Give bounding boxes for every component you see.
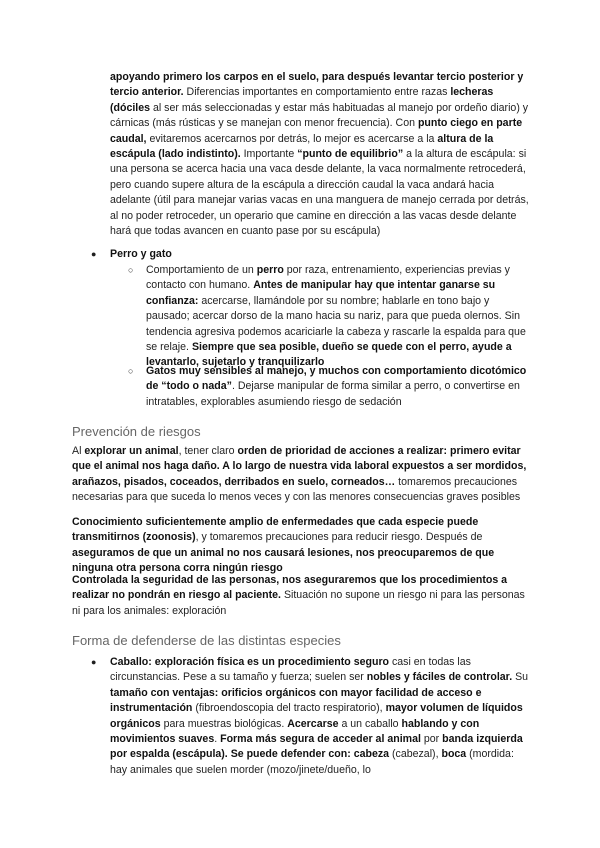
section-heading-defensa: Forma de defenderse de las distintas especies bbox=[72, 633, 341, 648]
dog-behavior-paragraph: Comportamiento de un perro por raza, entrenamiento, experiencias previas y contacto con humano. Antes de manipular hay que intentar ganarse su confianza: acercarse, llamándole por su nombre; hablarle en tono bajo y pausado; acercar dorso de la mano hacia su nariz, para que pueda olernos. Sin tendencia agresiva podemos acariciarle la cabeza y rascarle la espalda para que se relaje. Siempre que sea posible, dueño se quede con el perro, ayude a levantarlo, sujetarlo y tranquilizarlo bbox=[146, 264, 526, 369]
cat-behavior-paragraph: Gatos muy sensibles al manejo, y muchos con comportamiento dicotómico de “todo o nada”. Dejarse manipular de forma similar a perro, o convertirse en intratables, explorables asumiendo riesgo de sedación bbox=[146, 365, 527, 408]
bullet-icon: ● bbox=[91, 249, 97, 259]
bullet-icon: ● bbox=[91, 657, 97, 667]
dogs-cats-heading: Perro y gato bbox=[110, 248, 172, 260]
circle-bullet-icon: ○ bbox=[128, 265, 134, 275]
circle-bullet-icon: ○ bbox=[128, 366, 134, 376]
cattle-paragraph: apoyando primero los carpos en el suelo, para después levantar tercio posterior y tercio anterior. Diferencias importantes en comportamiento entre razas lecheras (dóciles al ser más seleccionadas y estar más habituadas al manejo por ordeño diario) y cárnicas (más rústicas y se manejan con menor frecuencia). Con punto ciego en parte caudal, evitaremos acercarnos por detrás, lo mejor es acercarse a la altura de la escápula (lado indistinto). Importante “punto de equilibrio” a la altura de escápula: si una persona se acerca hacia una vaca desde delante, la vaca normalmente retrocederá, pero cuando supere altura de la escápula a dirección caudal la vaca andará hacia adelante (útil para manejar varias vacas en una manguera de manejo cerrada por detrás, al no poder retroceder, un operario que camine en dirección a las vacas desde delante hará que todas avancen en cuanto pase por su escápula) bbox=[110, 71, 529, 238]
prevention-paragraph-3: Controlada la seguridad de las personas, nos aseguraremos que los procedimientos a realizar no pondrán en riesgo al paciente. Situación no supone un riesgo ni para las personas ni para los animales: exploración bbox=[72, 574, 525, 617]
horse-paragraph: Caballo: exploración física es un procedimiento seguro casi en todas las circunstancias. Pese a su tamaño y fuerza; suelen ser nobles y fáciles de controlar. Su tamaño con ventajas: orificios orgánicos con mayor facilidad de acceso e instrumentación (fibroendoscopia del tracto respiratorio), mayor volumen de líquidos orgánicos para muestras biológicas. Acercarse a un caballo hablando y con movimientos suaves. Forma más segura de acceder al animal por banda izquierda por espalda (escápula). Se puede defender con: cabeza (cabezal), boca (mordida: hay animales que suelen morder (mozo/jinete/dueño, lo bbox=[110, 656, 529, 776]
prevention-paragraph-2: Conocimiento suficientemente amplio de enfermedades que cada especie puede transmitirnos (zoonosis), y tomaremos precauciones para reducir riesgo. Después de aseguramos de que un animal no nos causará lesiones, nos preocuparemos de que ninguna otra persona corra ningún riesgo bbox=[72, 516, 495, 575]
section-heading-prevencion: Prevención de riesgos bbox=[72, 424, 201, 439]
prevention-paragraph-1: Al explorar un animal, tener claro orden de prioridad de acciones a realizar: primero evitar que el animal nos haga daño. A lo largo de nuestra vida laboral expuestos a ser mordidos, arañazos, pisados, coceados, derribados en suelo, corneados… tomaremos precauciones necesarias para que suceda lo menos veces y con las menores consecuencias graves posibles bbox=[72, 445, 527, 504]
